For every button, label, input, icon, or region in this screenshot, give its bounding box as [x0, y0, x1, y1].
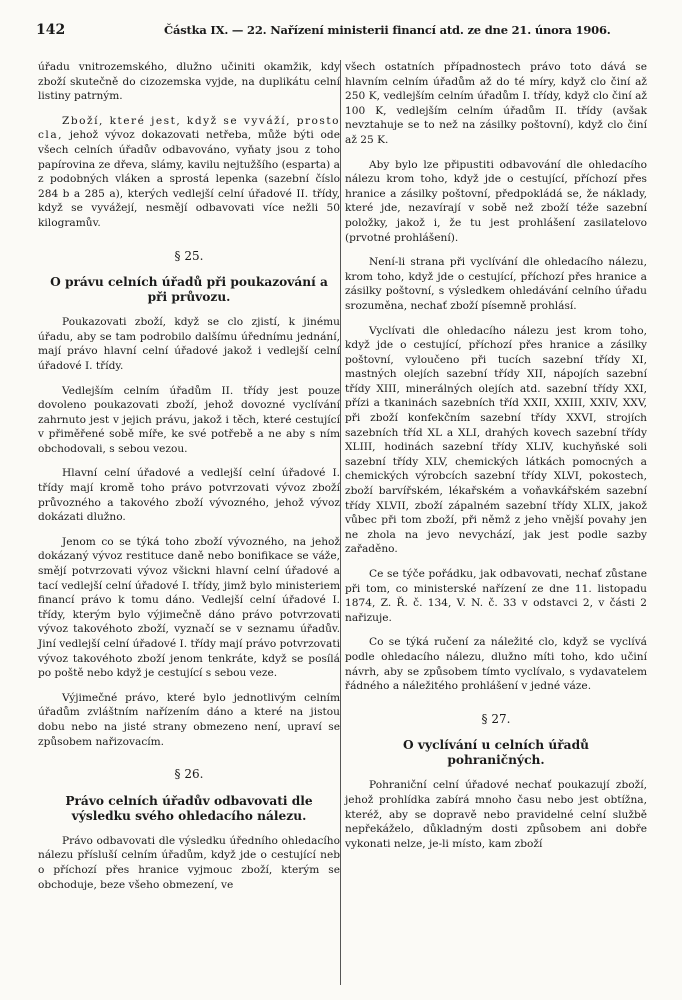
paragraph: Aby bylo lze připustiti odbavování dle ohledacího nálezu krom toho, když jde o cestující, příchozí přes hranice a zásilky poštovní, předpokládá se, že náklady, které jde, nezavírají v sobě než zboží téže sazební položky, jakož i, že tu jest prohlášení zasilatelovo (prvotné prohlášení).: [345, 158, 647, 244]
paragraph: Jenom co se týká toho zboží vývozného, na jehož dokázaný vývoz restituce daně nebo bonifikace se váže, smějí potvrzovati vývoz všickni hlavní celní úřadové a tací vedlejší celní úřadové I. třídy, jimž bylo ministeriem financí právo k tomu dáno. Vedlejší celní úřadové I. třídy, kterým bylo výjimečně dáno právo potvrzovati vývoz takovéhoto zboží, vyznačí se v seznamu úřadův. Jiní vedlejší celní úřadové I. třídy mají právo potvrzovati vývoz takovéhoto zboží jenom tenkráte, když se posílá po poště nebo když je cestující s sebou veze.: [38, 535, 340, 680]
section-number: § 27.: [481, 711, 511, 726]
paragraph: úřadu vnitrozemského, dlužno učiniti okamžik, kdy zboží skutečně do cizozemska vyjde, na duplikátu celní listiny patrným.: [38, 61, 340, 103]
section-title: O právu celních úřadů při poukazování a při průvozu.: [50, 275, 328, 305]
paragraph: Pohraniční celní úřadové nechať poukazují zboží, jehož prohlídka zabírá mnoho času nebo jest obtížna, kteréž, aby se dopravě nebo pravidelné celní službě nepřekáželo, důkladným dosti způsobem ani dobře vykonati nelze, je-li místo, kam zboží: [345, 779, 647, 850]
section-title: Právo celních úřadův odbavovati dle výsledku svého ohledacího nálezu.: [65, 793, 313, 823]
section-number: § 25.: [174, 248, 204, 263]
page-header: [36, 22, 646, 42]
column-divider: [340, 60, 341, 985]
paragraph: Hlavní celní úřadové a vedlejší celní úřadové I. třídy mají kromě toho právo potvrzovati vývoz zboží průvozného a takového zboží vývozného, jehož vývoz dokázati dlužno.: [38, 467, 340, 524]
spaced-lead: Zboží, které jest, když se vyváží, prosto cla,: [38, 114, 340, 142]
section-number: § 26.: [174, 767, 204, 782]
paragraph: Co se týká ručení za náležité clo, když se vyclívá podle ohledacího nálezu, dlužno míti toho, kdo učiní návrh, aby se způsobem tímto vyclívalo, s vydavatelem řádného a náležitého prohlášení v jedné váze.: [345, 636, 647, 693]
section-title: O vyclívání u celních úřadů pohraničných.: [403, 738, 589, 768]
paragraph: Ce se týče pořádku, jak odbavovati, nechať zůstane při tom, co ministerské nařízení ze dne 11. listopadu 1874, Z. Ř. č. 134, V. N. č. 33 v odstavci 2, v části 2 nařizuje.: [345, 568, 647, 624]
paragraph: Poukazovati zboží, když se clo zjistí, k jinému úřadu, aby se tam podrobilo dalšímu úřednímu jednání, mají právo hlavní celní úřadové jakož i vedlejší celní úřadové I. třídy.: [38, 316, 340, 372]
paragraph: Vedlejším celním úřadům II. třídy jest pouze dovoleno poukazovati zboží, jehož dovozné vyclívání zahrnuto jest v jejich právu, jakož i těch, které cestující v přiměřené sobě míře, ke své potřebě a ne aby s ním obchodovali, s sebou vezou.: [38, 384, 340, 455]
page-number: 142: [36, 22, 66, 38]
paragraph: Vyclívati dle ohledacího nálezu jest krom toho, když jde o cestující, příchozí přes hranice a zásilky poštovní, vyloučeno při tucích sazební třídy XI, mastných olejích sazební třídy XII, nápojích sazební třídy XIII, minerálných olejích atd. sazební třídy XXI, přízi a tkaninách sazebních tříd XXII, XXIII, XXIV, XXV, při zboží konfekčním sazební třídy XXVI, strojích sazebních tříd XL a XLI, drahých kovech sazební třídy XLIII, hodinách sazební třídy XLIV, kuchyňské soli sazební třídy XLV, chemických látkách pomocných a chemických výrobcích sazební třídy XLVI, pokostech, zboží barvířském, lékařském a voňavkářském sazební třídy XLVII, zboží zápalném sazební třídy XLIX, jakož vůbec při tom zboží, při němž z jeho vnější povahy jen ne zhola na jevo nevychází, jak jest podle sazby zařaděno.: [345, 324, 647, 556]
running-title: Částka IX. — 22. Nařízení ministerii financí atd. ze dne 21. února 1906.: [164, 23, 611, 37]
right-column: [345, 60, 647, 851]
paragraph: všech ostatních případnostech právo toto dává se hlavním celním úřadům až do té míry, když clo činí až 250 K, vedlejším celním úřadům I. třídy, když clo činí až 100 K, vedlejším celním úřadům II. třídy (avšak nevztahuje se to než na zásilky poštovní), když clo činí až 25 K.: [345, 61, 647, 146]
left-column: [38, 60, 340, 892]
paragraph-rest: jehož vývoz dokazovati netřeba, může býti ode všech celních úřadův odbavováno, vyňaty jsou z toho papírovina ze dřeva, slámy, kavilu nejtužšího (esparta) a z podobných vláken a sprostá lepenka (sazební číslo 284 b a 285 a), kterých vedlejší celní úřadové II. třídy, když se vyvážejí, nesmějí odbavovati více nežli 50 kilogramův.: [38, 129, 340, 229]
paragraph: [38, 114, 340, 231]
paragraph: Není-li strana při vyclívání dle ohledacího nálezu, krom toho, když jde o cestující, příchozí přes hranice a zásilky poštovní, s výsledkem ohledávání celního úřadu srozuměna, nechať zboží písemně prohlásí.: [345, 256, 647, 312]
paragraph: Výjimečné právo, které bylo jednotlivým celním úřadům zvláštním nařízením dáno a které na jistou dobu nebo na jisté strany obmezeno není, upraví se způsobem nařizovacím.: [38, 691, 340, 748]
paragraph: Právo odbavovati dle výsledku úředního ohledacího nálezu přísluší celním úřadům, když jde o cestující neb o příchozí přes hranice vyjmouc zboží, kterým se obchoduje, beze všeho obmezení, ve: [38, 834, 340, 891]
